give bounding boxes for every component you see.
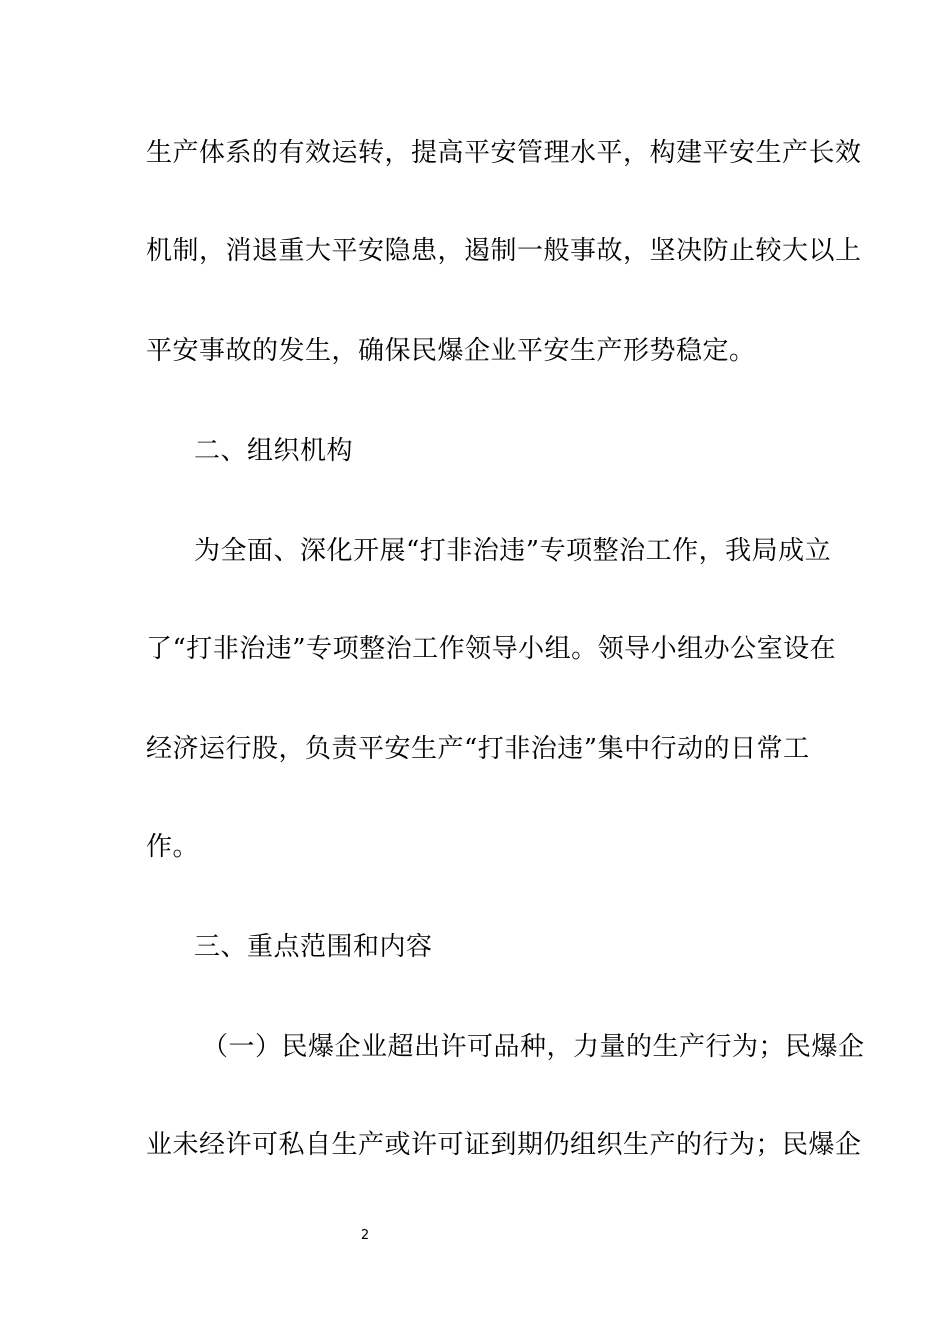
page-number: 2 xyxy=(360,1228,370,1243)
paragraph-line: 生产体系的有效运转，提高平安管理水平，构建平安生产长效 xyxy=(146,138,862,168)
section-heading: 三、重点范围和内容 xyxy=(194,932,433,962)
paragraph-line: （一）民爆企业超出许可品种，力量的生产行为；民爆企 xyxy=(202,1032,865,1062)
paragraph-line: 了“打非治违”专项整治工作领导小组。领导小组办公室设在 xyxy=(146,634,837,664)
paragraph-line: 平安事故的发生，确保民爆企业平安生产形势稳定。 xyxy=(146,336,756,366)
paragraph-line: 机制，消退重大平安隐患，遏制一般事故，坚决防止较大以上 xyxy=(146,236,862,266)
paragraph-line: 为全面、深化开展“打非治违”专项整治工作，我局成立 xyxy=(194,536,832,566)
paragraph-line: 作。 xyxy=(146,832,200,862)
paragraph-line: 业未经许可私自生产或许可证到期仍组织生产的行为；民爆企 xyxy=(146,1130,862,1160)
section-heading: 二、组织机构 xyxy=(194,436,354,466)
paragraph-line: 经济运行股，负责平安生产“打非治违”集中行动的日常工 xyxy=(146,734,810,764)
